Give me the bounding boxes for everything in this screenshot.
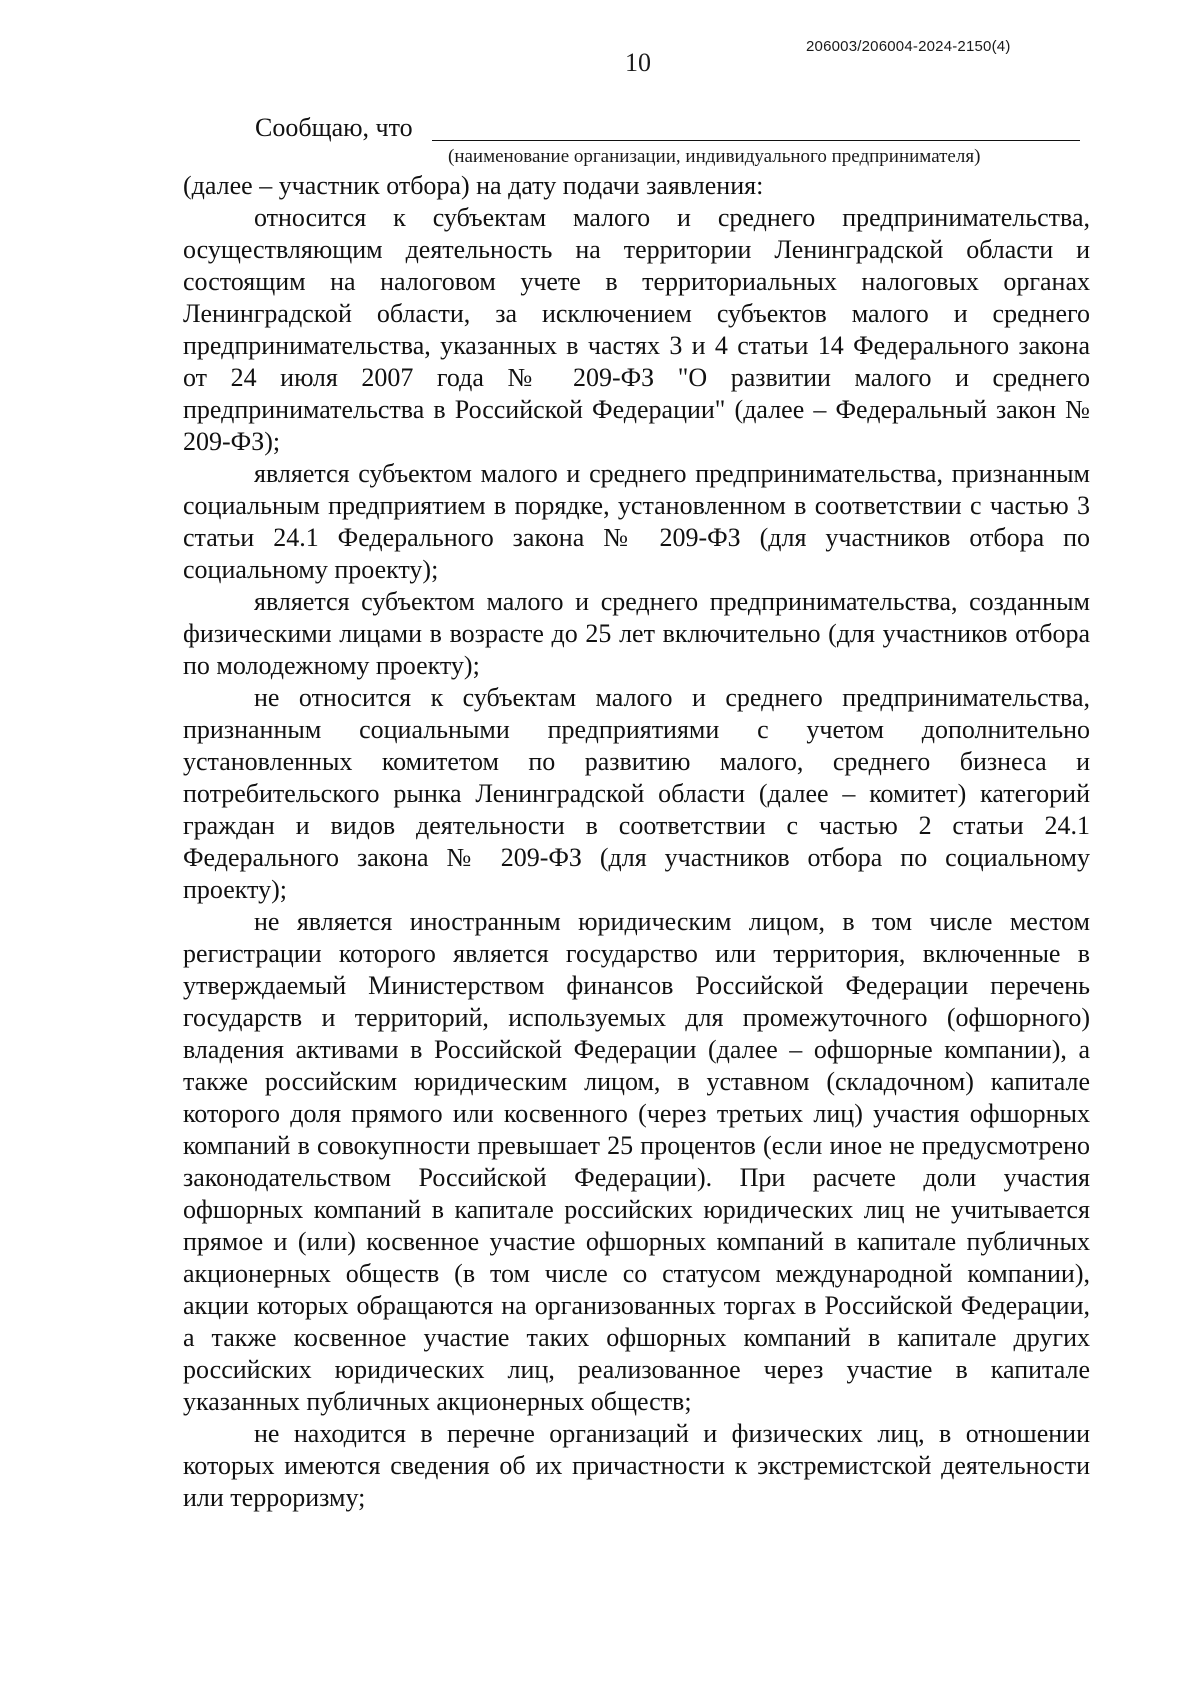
organization-name-fill-line [432,140,1080,141]
organization-name-caption: (наименование организации, индивидуального предпринимателя) [448,146,981,167]
condition-paragraph: является субъектом малого и среднего предпринимательства, признанным социальным предприятием в порядке, установленном в соответствии с частью 3 статьи 24.1 Федерального закона № 209-ФЗ (для участников отбора по социальному проекту); [183,459,1090,584]
page-number: 10 [625,48,651,77]
condition-paragraph: не относится к субъектам малого и среднего предпринимательства, признанным социальными предприятиями с учетом дополнительно установленных комитетом по развитию малого, среднего бизнеса и потребительского рынка Ленинградской области (далее – комитет) категорий граждан и видов деятельности в соответствии с частью 2 статьи 24.1 Федерального закона № 209-ФЗ (для участников отбора по социальному проекту); [183,683,1090,904]
condition-paragraph: относится к субъектам малого и среднего предпринимательства, осуществляющим деятельность на территории Ленинградской области и состоящим на налоговом учете в территориальных налоговых органах Ленинградской области, за исключением субъектов малого и среднего предпринимательства, указанных в частях 3 и 4 статьи 14 Федерального закона от 24 июля 2007 года № 209-ФЗ "О развитии малого и среднего предпринимательства в Российской Федерации" (далее – Федеральный закон № 209-ФЗ); [183,203,1090,456]
condition-paragraph: не является иностранным юридическим лицом, в том числе местом регистрации которого является государство или территория, включенные в утверждаемый Министерством финансов Российской Федерации перечень государств и территорий, используемых для промежуточного (офшорного) владения активами в Российской Федерации (далее – офшорные компании), а также российским юридическим лицом, в уставном (складочном) капитале которого доля прямого или косвенного (через третьих лиц) участия офшорных компаний в совокупности превышает 25 процентов (если иное не предусмотрено законодательством Российской Федерации). При расчете доли участия офшорных компаний в капитале российских юридических лиц не учитывается прямое и (или) косвенное участие офшорных компаний в капитале публичных акционерных обществ (в том числе со статусом международной компании), акции которых обращаются на организованных торгах в Российской Федерации, а также косвенное участие таких офшорных компаний в капитале других российских юридических лиц, реализованное через участие в капитале указанных публичных акционерных обществ; [183,907,1090,1416]
intro-text: Сообщаю, что [255,113,413,142]
document-body [183,170,1090,1514]
document-registration-number: 206003/206004-2024-2150(4) [806,38,1011,55]
lead-paragraph: (далее – участник отбора) на дату подачи заявления: [183,171,764,200]
condition-paragraph: является субъектом малого и среднего предпринимательства, созданным физическими лицами в возрасте до 25 лет включительно (для участников отбора по молодежному проекту); [183,587,1090,680]
condition-paragraph: не находится в перечне организаций и физических лиц, в отношении которых имеются сведения об их причастности к экстремистской деятельности или терроризму; [183,1419,1090,1512]
